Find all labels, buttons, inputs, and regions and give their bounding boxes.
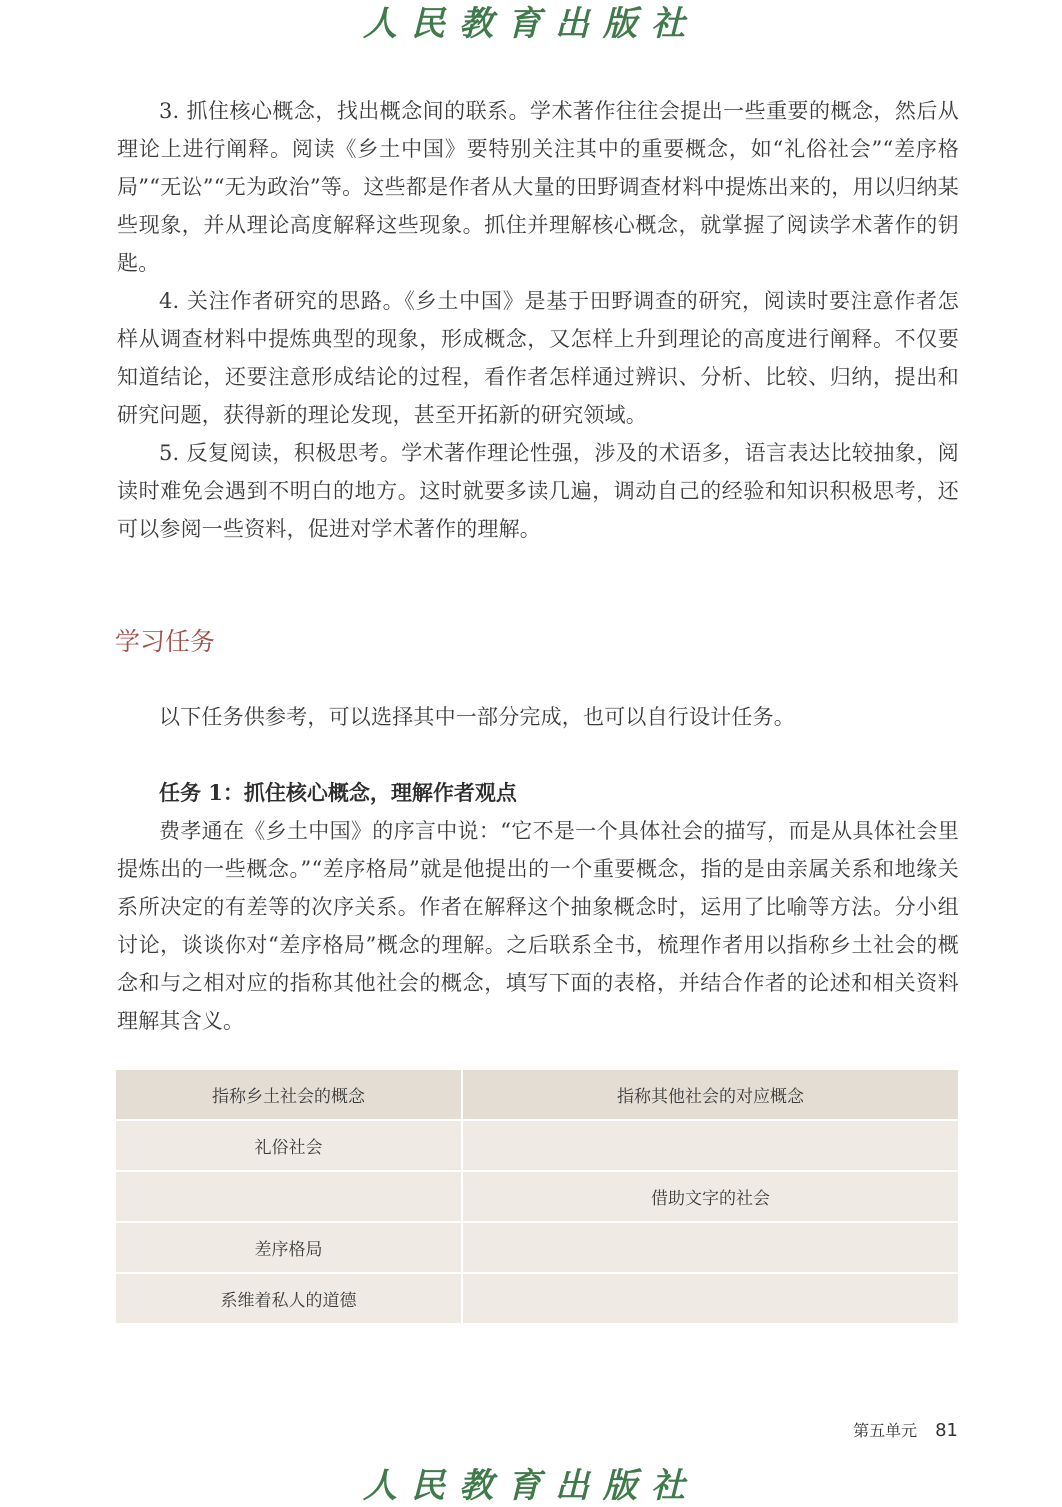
task-title: 任务 1：抓住核心概念，理解作者观点 bbox=[159, 780, 517, 805]
table-cell bbox=[116, 1171, 462, 1222]
table-cell: 系维着私人的道德 bbox=[116, 1273, 462, 1324]
table-cell: 借助文字的社会 bbox=[462, 1171, 958, 1222]
table-row bbox=[116, 1120, 958, 1171]
section-heading: 学习任务 bbox=[115, 627, 216, 656]
table-cell bbox=[462, 1120, 958, 1171]
intro-text: 以下任务供参考，可以选择其中一部分完成，也可以自行设计任务。 bbox=[159, 705, 795, 729]
paragraph: 5. 反复阅读，积极思考。学术著作理论性强，涉及的术语多，语言表达比较抽象，阅读时难免会遇到不明白的地方。这时就要多读几遍，调动自己的经验和知识积极思考，还可以参阅一些资料，促进对学术著作的理解。 bbox=[117, 441, 959, 541]
page-number: 81 bbox=[935, 1420, 958, 1441]
task-body: 费孝通在《乡土中国》的序言中说：“它不是一个具体社会的描写，而是从具体社会里提炼出的一些概念。”“差序格局”就是他提出的一个重要概念，指的是由亲属关系和地缘关系所决定的有差等的次序关系。作者在解释这个抽象概念时，运用了比喻等方法。分小组讨论，谈谈你对“差序格局”概念的理解。之后联系全书，梳理作者用以指称乡土社会的概念和与之相对应的指称其他社会的概念，填写下面的表格，并结合作者的论述和相关资料理解其含义。 bbox=[117, 819, 959, 1033]
task-intro bbox=[117, 698, 959, 736]
table-header: 指称其他社会的对应概念 bbox=[462, 1070, 958, 1120]
concept-table bbox=[116, 1070, 958, 1325]
paragraph: 3. 抓住核心概念，找出概念间的联系。学术著作往往会提出一些重要的概念，然后从理论上进行阐释。阅读《乡土中国》要特别关注其中的重要概念，如“礼俗社会”“差序格局”“无讼”“无为政治”等。这些都是作者从大量的田野调查材料中提炼出来的，用以归纳某些现象，并从理论高度解释这些现象。抓住并理解核心概念，就掌握了阅读学术著作的钥匙。 bbox=[117, 99, 959, 275]
unit-label: 第五单元 bbox=[853, 1421, 918, 1440]
reading-tips bbox=[117, 92, 959, 548]
table-row bbox=[116, 1273, 958, 1324]
table-cell: 礼俗社会 bbox=[116, 1120, 462, 1171]
table-header-row bbox=[116, 1070, 958, 1120]
publisher-logo-bottom: 人民教育出版社 bbox=[363, 1466, 699, 1506]
table-cell bbox=[462, 1273, 958, 1324]
paragraph: 4. 关注作者研究的思路。《乡土中国》是基于田野调查的研究，阅读时要注意作者怎样从调查材料中提炼典型的现象，形成概念，又怎样上升到理论的高度进行阐释。不仅要知道结论，还要注意形成结论的过程，看作者怎样通过辨识、分析、比较、归纳，提出和研究问题，获得新的理论发现，甚至开拓新的研究领域。 bbox=[117, 289, 959, 427]
task-1 bbox=[117, 774, 959, 1040]
table-cell bbox=[462, 1222, 958, 1273]
publisher-logo-top: 人民教育出版社 bbox=[363, 4, 699, 44]
table-row bbox=[116, 1222, 958, 1273]
table-header: 指称乡土社会的概念 bbox=[116, 1070, 462, 1120]
page-footer bbox=[853, 1418, 958, 1441]
table-cell: 差序格局 bbox=[116, 1222, 462, 1273]
table-row bbox=[116, 1171, 958, 1222]
